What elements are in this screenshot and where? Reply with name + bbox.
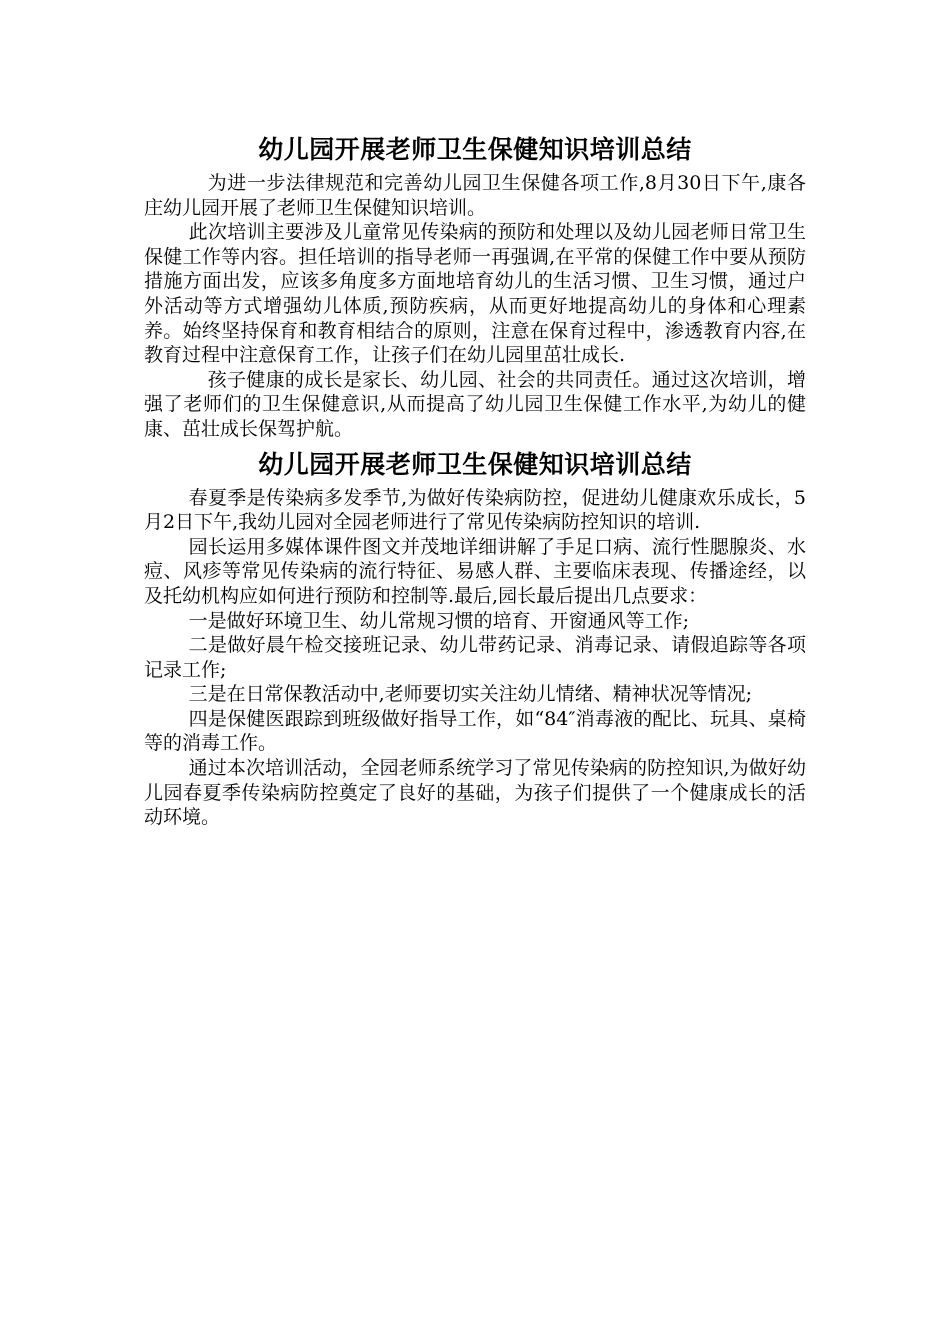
section-2-paragraph-6: 四是保健医跟踪到班级做好指导工作，如“84″消毒液的配比、玩具、桌椅等的消毒工作。 [144, 707, 806, 755]
section-1-title: 幼儿园开展老师卫生保健知识培训总结 [258, 135, 692, 164]
section-1-paragraph-2: 此次培训主要涉及儿童常见传染病的预防和处理以及幼儿园老师日常卫生保健工作等内容。担任培训的指导老师一再强调,在平常的保健工作中要从预防措施方面出发，应该多角度多方面地培育幼儿的生活习惯、卫生习惯，通过户外活动等方式增强幼儿体质,预防疾病，从而更好地提高幼儿的身体和心理素养。始终坚持保育和教育相结合的原则，注意在保育过程中，渗透教育内容,在教育过程中注意保育工作，让孩子们在幼儿园里茁壮成长. [144, 221, 806, 367]
document-page [144, 133, 806, 830]
section-2-paragraph-1: 春夏季是传染病多发季节,为做好传染病防控，促进幼儿健康欢乐成长，5月2日下午,我幼儿园对全园老师进行了常见传染病防控知识的培训. [144, 486, 806, 534]
section-1-paragraph-1: 为进一步法律规范和完善幼儿园卫生保健各项工作,8月30日下午,康各庄幼儿园开展了老师卫生保健知识培训。 [144, 172, 806, 219]
section-2-paragraph-4: 二是做好晨午检交接班记录、幼儿带药记录、消毒记录、请假追踪等各项记录工作; [144, 634, 806, 681]
section-2-paragraph-5: 三是在日常保教活动中,老师要切实关注幼儿情绪、精神状况等情况; [188, 683, 753, 706]
section-2-paragraph-7: 通过本次培训活动，全园老师系统学习了常见传染病的防控知识,为做好幼儿园春夏季传染病防控奠定了良好的基础，为孩子们提供了一个健康成长的活动环境。 [144, 757, 806, 829]
section-2-paragraph-3: 一是做好环境卫生、幼儿常规习惯的培育、开窗通风等工作; [188, 609, 690, 632]
section-1-paragraph-3: 孩子健康的成长是家长、幼儿园、社会的共同责任。通过这次培训，增强了老师们的卫生保健意识,从而提高了幼儿园卫生保健工作水平,为幼儿的健康、茁壮成长保驾护航。 [144, 368, 806, 440]
section-2-paragraph-2: 园长运用多媒体课件图文并茂地详细讲解了手足口病、流行性腮腺炎、水痘、风疹等常见传染病的流行特征、易感人群、主要临床表现、传播途经，以及托幼机构应如何进行预防和控制等.最后,园长最后提出几点要求： [144, 535, 806, 607]
section-2-title: 幼儿园开展老师卫生保健知识培训总结 [258, 449, 692, 479]
